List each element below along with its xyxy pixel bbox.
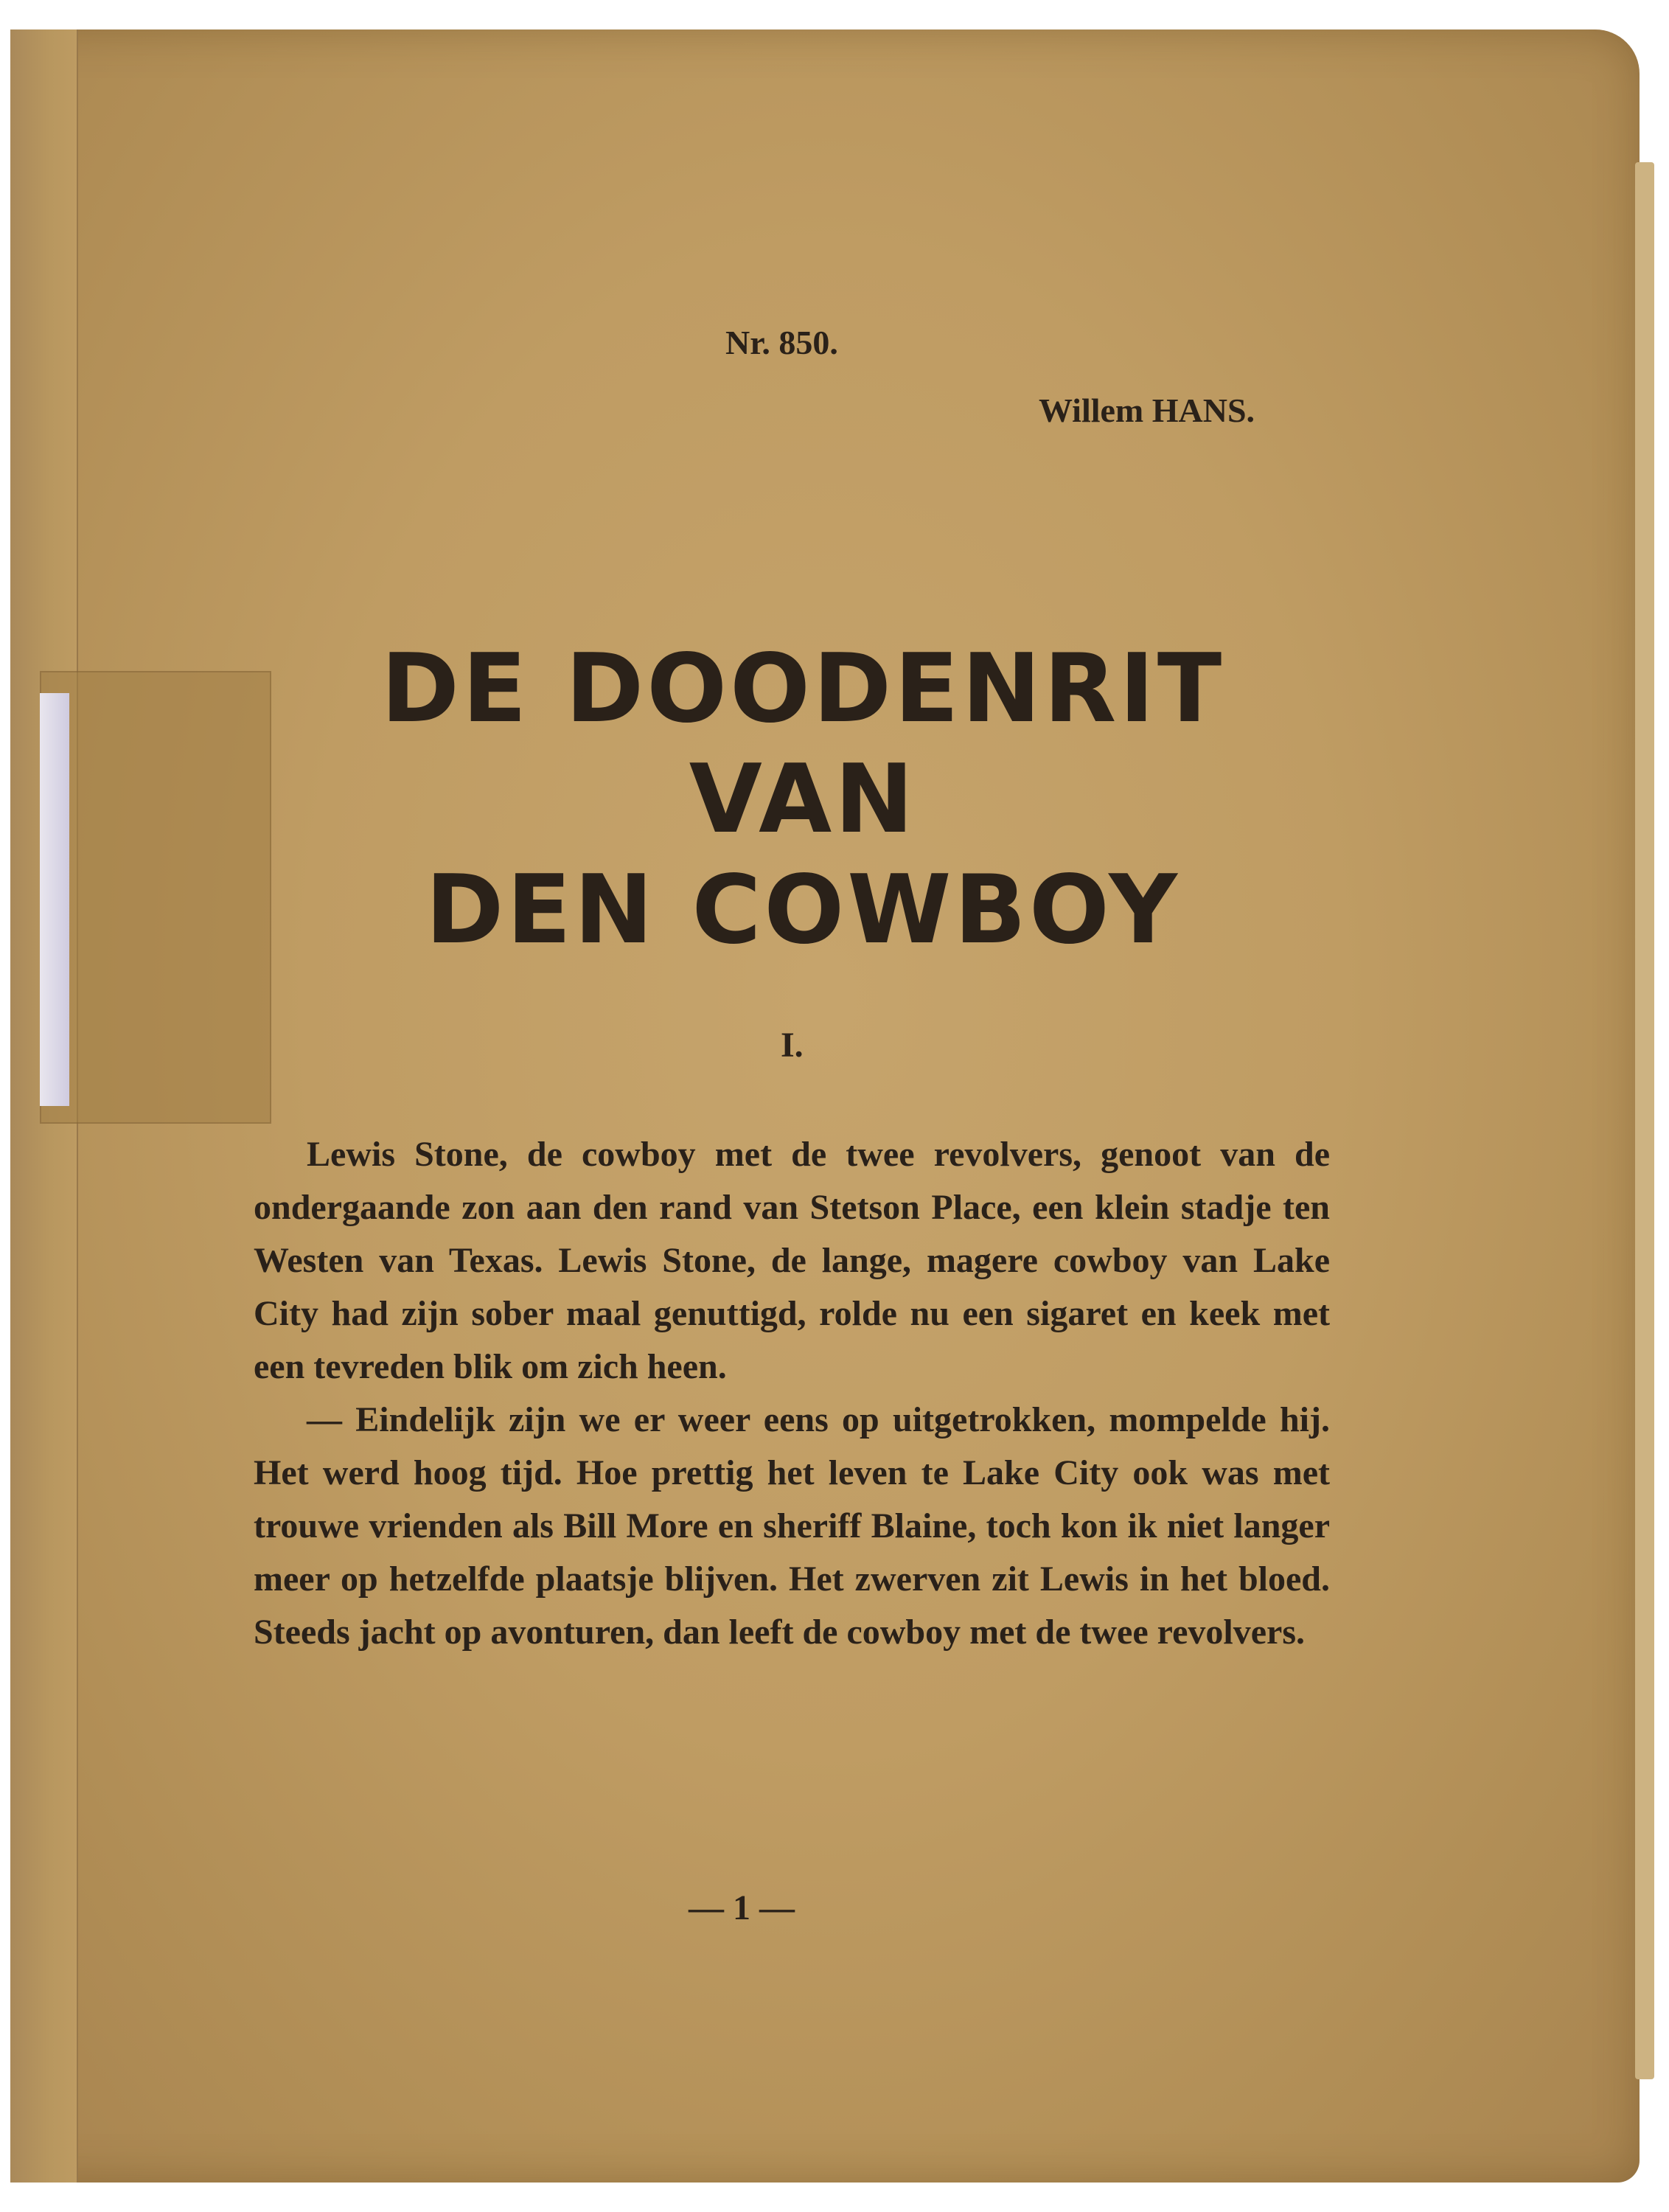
tape-strip <box>40 693 69 1106</box>
tape-patch <box>40 671 271 1124</box>
book-page <box>10 29 1640 2183</box>
body-text <box>254 1128 1330 1659</box>
author-name: Willem HANS. <box>1039 392 1255 429</box>
title-line-2: DEN COWBOY <box>425 855 1180 965</box>
paragraph: Lewis Stone, de cowboy met de twee revolvers, genoot van de ondergaande zon aan den rand van Stetson Place, een klein stadje ten Westen van Texas. Lewis Stone, de lange, magere cowboy van Lake City had zijn sober maal genuttigd, rolde nu een sigaret en keek met een tevreden blik om zich heen. <box>254 1135 1330 1386</box>
page-edge <box>1635 162 1654 2079</box>
page-number: — 1 — <box>689 1888 795 1927</box>
chapter-heading: I. <box>781 1026 804 1065</box>
issue-number: Nr. 850. <box>725 324 838 361</box>
title-line-1: DE DOODENRIT VAN <box>380 634 1225 855</box>
paragraph: — Eindelijk zijn we er weer eens op uitgetrokken, mompelde hij. Het werd hoog tijd. Hoe prettig het leven te Lake City ook was met trouwe vrienden als Bill More en sheriff Blaine, toch kon ik niet langer meer op hetzelfde plaatsje blijven. Het zwerven zit Lewis in het bloed. Steeds jacht op avonturen, dan leeft de cowboy met de twee revolvers. <box>254 1400 1330 1652</box>
story-title <box>261 634 1345 966</box>
